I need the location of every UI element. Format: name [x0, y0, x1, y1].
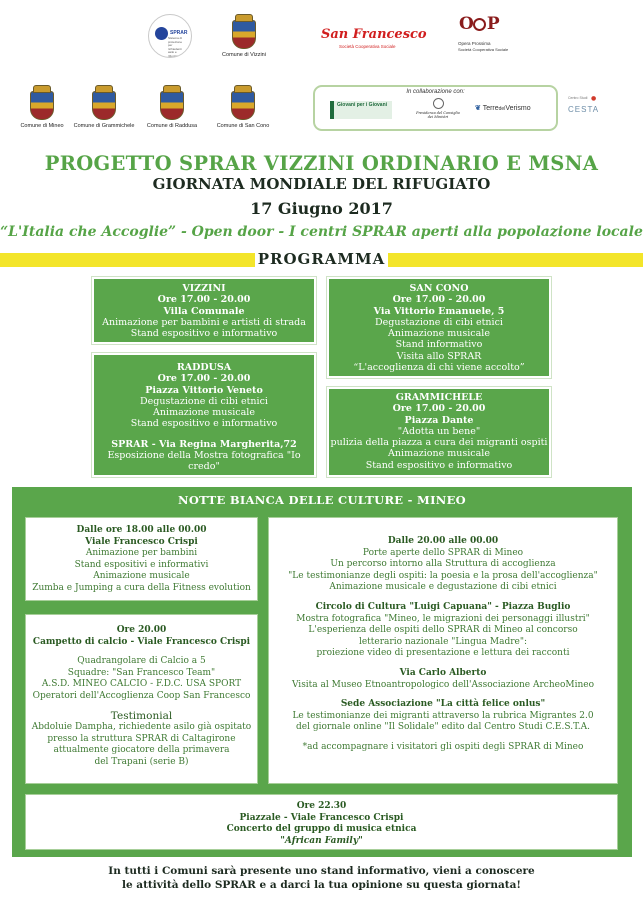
- box3-place-3: Via Carlo Alberto: [399, 667, 487, 678]
- raddusa-crest-label: Comune di Raddusa: [146, 123, 198, 129]
- box3-gap-3: [269, 691, 617, 699]
- cesta-name: CESTA: [568, 105, 600, 114]
- testimonial-line-3: attualmente giocatore della primavera: [53, 745, 230, 756]
- box3-gap-2: [269, 660, 617, 668]
- vizzini-crest: [222, 20, 266, 58]
- box3-gap-4: [269, 734, 617, 742]
- raddusa-line-2: Animazione musicale: [153, 407, 255, 419]
- testimonial-line-2: presso la struttura SPRAR di Caltagirone: [47, 733, 236, 744]
- raddusa-name: RADDUSA: [176, 362, 232, 373]
- raddusa-crest: [146, 91, 198, 129]
- terre-leaf-icon: ❦: [475, 105, 481, 112]
- box3-line-9: Visita al Museo Etnoantropologico dell'Associazione ArcheoMineo: [291, 679, 595, 690]
- box1-line-2: Stand espositivi e informativi: [74, 559, 209, 570]
- box4-line: Concerto del gruppo di musica etnica: [226, 824, 417, 835]
- san-cono-time: Ore 17.00 - 20.00: [392, 294, 486, 306]
- vizzini-place: Villa Comunale: [163, 305, 245, 317]
- san-cono-name: SAN CONO: [409, 283, 469, 294]
- raddusa-line-1: Degustazione di cibi etnici: [140, 395, 268, 407]
- san-cono-line-2: Animazione musicale: [388, 328, 490, 340]
- mineo-crest: [20, 91, 64, 129]
- emblem-icon: [433, 98, 444, 109]
- san-cono-line-5: “L'accoglienza di chi viene accolto”: [353, 362, 525, 374]
- giovani-logo-label: Giovani per i Giovani: [337, 102, 388, 108]
- san-cono-shield-icon: [231, 91, 255, 120]
- grammichele-place: Piazza Dante: [404, 414, 474, 426]
- collaboration-title: In collaborazione con:: [406, 89, 465, 95]
- box4-place: Piazzale - Viale Francesco Crispi: [239, 812, 404, 823]
- box1-line-1: Animazione per bambini: [85, 548, 198, 559]
- vizzini-crest-label: Comune di Vizzini: [222, 52, 266, 58]
- box2-time: Ore 20.00: [116, 625, 167, 635]
- raddusa-box: [92, 353, 316, 477]
- repubblica-logo: [413, 98, 463, 124]
- footer-note: [0, 864, 643, 892]
- box3-time: Dalle 20.00 alle 00.00: [387, 536, 499, 546]
- terre-c: Verismo: [505, 105, 531, 112]
- box2-line-3: A.S.D. MINEO CALCIO - F.D.C. USA SPORT: [41, 679, 242, 690]
- event-date: 17 Giugno 2017: [250, 199, 393, 218]
- grammichele-time: Ore 17.00 - 20.00: [392, 403, 486, 415]
- terre-verismo-logo: [475, 104, 531, 112]
- grammichele-line-3: Animazione musicale: [388, 448, 490, 460]
- san-francesco-logo: San Francesco: [321, 27, 427, 42]
- san-cono-box: [327, 277, 551, 378]
- testimonial-label: Testimonial: [110, 709, 173, 722]
- mineo-shield-icon: [30, 91, 54, 120]
- san-francesco-sub: Società Cooperativa Sociale: [339, 44, 396, 49]
- grammichele-line-1: "Adotta un bene": [397, 425, 481, 437]
- box2-line-1: Quadrangolare di Calcio a 5: [77, 656, 206, 667]
- box1-time: Dalle ore 18.00 alle 00.00: [76, 525, 207, 535]
- footer-line-1: In tutti i Comuni sarà presente uno stand informativo, vieni a conoscere: [108, 865, 535, 877]
- event-title: GIORNATA MONDIALE DEL RIFUGIATO: [152, 175, 491, 193]
- raddusa-line-4: Esposizione della Mostra fotografica "Io credo": [107, 450, 301, 473]
- san-cono-line-4: Visita allo SPRAR: [396, 350, 482, 362]
- box3-place-4: Sede Associazione "La città felice onlus": [340, 699, 546, 710]
- terre-a: Terre: [482, 105, 499, 112]
- collaboration-box: [313, 85, 558, 131]
- san-cono-crest-label: Comune di San Cono: [216, 123, 270, 129]
- raddusa-place-2: SPRAR - Via Regina Margherita,72: [111, 438, 297, 450]
- grammichele-line-4: Stand espositivo e informativo: [365, 459, 513, 471]
- cesta-logo: [565, 95, 623, 121]
- raddusa-spacer: [94, 430, 314, 439]
- box3-gap-1: [269, 594, 617, 602]
- vizzini-box: [92, 277, 316, 344]
- mineo-title: NOTTE BIANCA DELLE CULTURE - MINEO: [178, 493, 466, 507]
- repubblica-label: Presidenza del Consiglio dei Ministri: [416, 111, 460, 119]
- raddusa-place: Piazza Vittorio Veneto: [145, 384, 263, 396]
- testimonial-line-4: del Trapani (serie B): [94, 756, 189, 767]
- vizzini-line-1: Animazione per bambini e artisti di strada: [102, 316, 306, 328]
- box3-place-2: Circolo di Cultura "Luigi Capuana" - Piazza Buglio: [315, 601, 571, 612]
- opp-ring-icon: [473, 18, 486, 31]
- box3-line-2: Un percorso intorno alla Struttura di accoglienza: [330, 559, 556, 570]
- san-cono-line-1: Degustazione di cibi etnici: [375, 316, 503, 328]
- box3-line-5: Mostra fotografica "Mineo, le migrazioni dei personaggi illustri": [296, 613, 590, 624]
- grammichele-name: GRAMMICHELE: [395, 392, 483, 403]
- giovani-logo: [330, 101, 392, 119]
- raddusa-shield-icon: [160, 91, 184, 120]
- grammichele-crest-label: Comune di Grammichele: [73, 123, 135, 129]
- box2-place: Campetto di calcio - Viale Francesco Crispi: [32, 636, 251, 647]
- box4-band: "African Family": [280, 835, 363, 846]
- san-cono-line-3: Stand informativo: [395, 339, 483, 351]
- box3-line-7: letterario nazionale "Lingua Madre":: [358, 636, 528, 647]
- san-cono-crest: [216, 91, 270, 129]
- mineo-box-concerto: [25, 794, 618, 850]
- cesta-dots-icon: ●: [591, 95, 597, 102]
- event-subtitle: “L'Italia che Accoglie” - Open door - I centri SPRAR aperti alla popolazione locale: [0, 224, 643, 240]
- mineo-box-sprar: [268, 517, 618, 784]
- opp-line1: Opera Prossima: [458, 41, 491, 46]
- opp-line2: Società Cooperativa Sociale: [458, 47, 509, 52]
- mineo-box-crispi: [25, 517, 258, 601]
- box1-place: Viale Francesco Crispi: [85, 536, 198, 547]
- san-cono-place: Via Vittorio Emanuele, 5: [373, 305, 505, 317]
- terre-b: del: [498, 106, 506, 112]
- sprar-logo-label: SPRAR: [170, 30, 188, 36]
- raddusa-line-3: Stand espositivo e informativo: [130, 418, 278, 430]
- box3-line-8: proiezione video di presentazione e lettura dei racconti: [316, 648, 570, 659]
- sprar-logo: [148, 14, 192, 58]
- box3-line-6: L'esperienza delle ospiti dello SPRAR di Mineo al concorso: [308, 625, 578, 636]
- raddusa-time: Ore 17.00 - 20.00: [157, 373, 251, 385]
- box3-line-1: Porte aperte dello SPRAR di Mineo: [362, 547, 524, 558]
- box3-line-3: "Le testimonianze degli ospiti: la poesia e la prosa dell'accoglienza": [288, 570, 598, 581]
- vizzini-shield-icon: [232, 20, 256, 49]
- box2-line-2: Squadre: "San Francesco Team": [67, 667, 216, 678]
- vizzini-line-2: Stand espositivo e informativo: [130, 328, 278, 340]
- mineo-box-campetto: [25, 614, 258, 784]
- grammichele-line-2: pulizia della piazza a cura dei migranti ospiti: [330, 437, 548, 449]
- box2-line-4: Operatori dell'Accoglienza Coop San Francesco: [32, 690, 251, 701]
- sprar-logo-dot-icon: [155, 27, 168, 40]
- project-title: PROGETTO SPRAR VIZZINI ORDINARIO E MSNA: [44, 152, 599, 175]
- sprar-logo-caption: Sistema di protezione per richiedenti asilo e rifugiati: [168, 36, 183, 58]
- opp-logo: O P: [459, 14, 498, 34]
- programma-heading: PROGRAMMA: [257, 250, 386, 268]
- mineo-crest-label: Comune di Mineo: [20, 123, 64, 129]
- box2-gap-1: [26, 648, 257, 656]
- vizzini-name: VIZZINI: [182, 283, 226, 294]
- testimonial-line-1: Abdoluie Dampha, richiedente asilo già ospitato: [31, 722, 252, 733]
- grammichele-shield-icon: [92, 91, 116, 120]
- box1-line-4: Zumba e Jumping a cura della Fitness evolution: [32, 582, 251, 593]
- cesta-top: Centro Studi: [568, 96, 588, 100]
- vizzini-time: Ore 17.00 - 20.00: [157, 294, 251, 306]
- grammichele-crest: [73, 91, 135, 129]
- footer-line-2: le attività dello SPRAR e a darci la tua opinione su questa giornata!: [121, 879, 522, 891]
- box4-time: Ore 22.30: [296, 801, 347, 811]
- grammichele-box: [327, 387, 551, 477]
- box3-line-11: del giornale online "Il Solidale" edito dal Centro Studi C.E.S.T.A.: [296, 722, 590, 733]
- box1-line-3: Animazione musicale: [93, 571, 190, 582]
- box3-line-4: Animazione musicale e degustazione di cibi etnici: [329, 582, 557, 593]
- box3-line-10: Le testimonianze dei migranti attraverso la rubrica Migrantes 2.0: [292, 710, 594, 721]
- box3-note: *ad accompagnare i visitatori gli ospiti degli SPRAR di Mineo: [302, 741, 584, 752]
